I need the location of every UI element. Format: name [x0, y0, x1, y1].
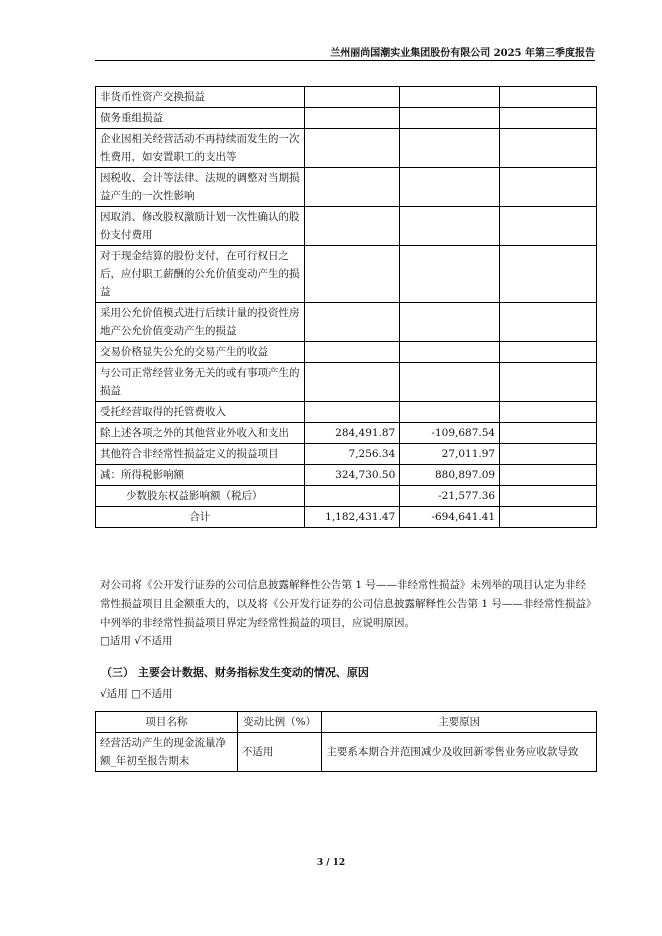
value-cell	[304, 303, 400, 342]
note-cell	[500, 363, 597, 402]
note-cell	[500, 108, 597, 129]
table-row	[96, 129, 597, 168]
header-cell: 变动比例（%）	[237, 712, 322, 733]
value-cell	[304, 108, 400, 129]
table-row	[96, 486, 597, 507]
item-cell: 除上述各项之外的其他营业外收入和支出	[96, 423, 305, 444]
value-cell	[304, 87, 400, 108]
value-cell: -21,577.36	[400, 486, 500, 507]
value-cell	[304, 402, 400, 423]
value-cell	[400, 207, 500, 246]
page-header: 兰州丽尚国潮实业集团股份有限公司 2025 年第三季度报告	[330, 48, 595, 59]
table-row	[96, 402, 597, 423]
table-row	[96, 108, 597, 129]
note-cell	[500, 444, 597, 465]
item-cell: 非货币性资产交换损益	[96, 87, 305, 108]
item-cell: 合计	[96, 507, 305, 528]
value-cell: 1,182,431.47	[304, 507, 400, 528]
note-cell	[500, 129, 597, 168]
value-cell: 880,897.09	[400, 465, 500, 486]
note-cell	[500, 486, 597, 507]
value-cell	[400, 246, 500, 303]
value-cell	[400, 87, 500, 108]
explanation-paragraph: 对公司将《公开发行证券的公司信息披露解释性公告第 1 号——非经常性损益》未列举的项目认定为非经常性损益项目且金额重大的，以及将《公开发行证券的公司信息披露解释性公告第 1 号——非经常性损益》中列举的非经常性损益项目界定为经常性损益的项目，应说明原因。	[100, 579, 592, 629]
item-name-cell: 经营活动产生的现金流量净额_年初至报告期末	[96, 733, 238, 772]
header-divider	[95, 60, 595, 61]
value-cell: 324,730.50	[304, 465, 400, 486]
value-cell	[304, 486, 400, 507]
value-cell	[304, 207, 400, 246]
table-row	[96, 246, 597, 303]
note-cell	[500, 207, 597, 246]
value-cell: 284,491.87	[304, 423, 400, 444]
table-header-row	[96, 712, 597, 733]
table-row	[96, 207, 597, 246]
header-cell: 项目名称	[96, 712, 238, 733]
table-row	[96, 87, 597, 108]
value-cell	[400, 402, 500, 423]
item-cell: 交易价格显失公允的交易产生的收益	[96, 342, 305, 363]
item-cell: 受托经营取得的托管费收入	[96, 402, 305, 423]
table-row	[96, 303, 597, 342]
value-cell: 7,256.34	[304, 444, 400, 465]
reason-cell: 主要系本期合并范围减少及收回新零售业务应收款导致	[322, 733, 597, 772]
item-cell: 采用公允价值模式进行后续计量的投资性房地产公允价值变动产生的损益	[96, 303, 305, 342]
section-title: （三） 主要会计数据、财务指标发生变动的情况、原因	[101, 666, 369, 679]
note-cell	[500, 402, 597, 423]
header-cell: 主要原因	[322, 712, 597, 733]
value-cell	[400, 303, 500, 342]
value-cell: 27,011.97	[400, 444, 500, 465]
value-cell	[304, 246, 400, 303]
note-cell	[500, 303, 597, 342]
table-row	[96, 465, 597, 486]
applicability-check-2: √适用 □不适用	[100, 688, 173, 700]
ratio-cell: 不适用	[237, 733, 322, 772]
value-cell	[400, 363, 500, 402]
page-number: 3 / 12	[316, 858, 346, 868]
note-cell	[500, 246, 597, 303]
item-cell: 对于现金结算的股份支付，在可行权日之后，应付职工薪酬的公允价值变动产生的损益	[96, 246, 305, 303]
value-cell	[304, 129, 400, 168]
table-row	[96, 733, 597, 772]
applicability-check-1: □适用 √不适用	[100, 635, 173, 647]
item-cell: 减：所得税影响额	[96, 465, 305, 486]
value-cell	[400, 168, 500, 207]
note-cell	[500, 507, 597, 528]
item-cell: 因税收、会计等法律、法规的调整对当期损益产生的一次性影响	[96, 168, 305, 207]
changes-table	[95, 711, 597, 772]
item-cell: 债务重组损益	[96, 108, 305, 129]
item-cell: 少数股东权益影响额（税后）	[96, 486, 305, 507]
note-cell	[500, 465, 597, 486]
value-cell	[304, 168, 400, 207]
note-cell	[500, 168, 597, 207]
non-recurring-items-table	[95, 86, 597, 528]
table-row	[96, 423, 597, 444]
item-cell: 企业因相关经营活动不再持续而发生的一次性费用，如安置职工的支出等	[96, 129, 305, 168]
note-cell	[500, 423, 597, 444]
table-row	[96, 363, 597, 402]
table-row	[96, 342, 597, 363]
table-row	[96, 444, 597, 465]
value-cell	[304, 342, 400, 363]
value-cell	[400, 342, 500, 363]
item-cell: 与公司正常经营业务无关的或有事项产生的损益	[96, 363, 305, 402]
item-cell: 因取消、修改股权激励计划一次性确认的股份支付费用	[96, 207, 305, 246]
value-cell: -694,641.41	[400, 507, 500, 528]
note-cell	[500, 342, 597, 363]
table-row	[96, 168, 597, 207]
value-cell: -109,687.54	[400, 423, 500, 444]
value-cell	[400, 108, 500, 129]
item-cell: 其他符合非经常性损益定义的损益项目	[96, 444, 305, 465]
table-total-row	[96, 507, 597, 528]
value-cell	[400, 129, 500, 168]
value-cell	[304, 363, 400, 402]
note-cell	[500, 87, 597, 108]
